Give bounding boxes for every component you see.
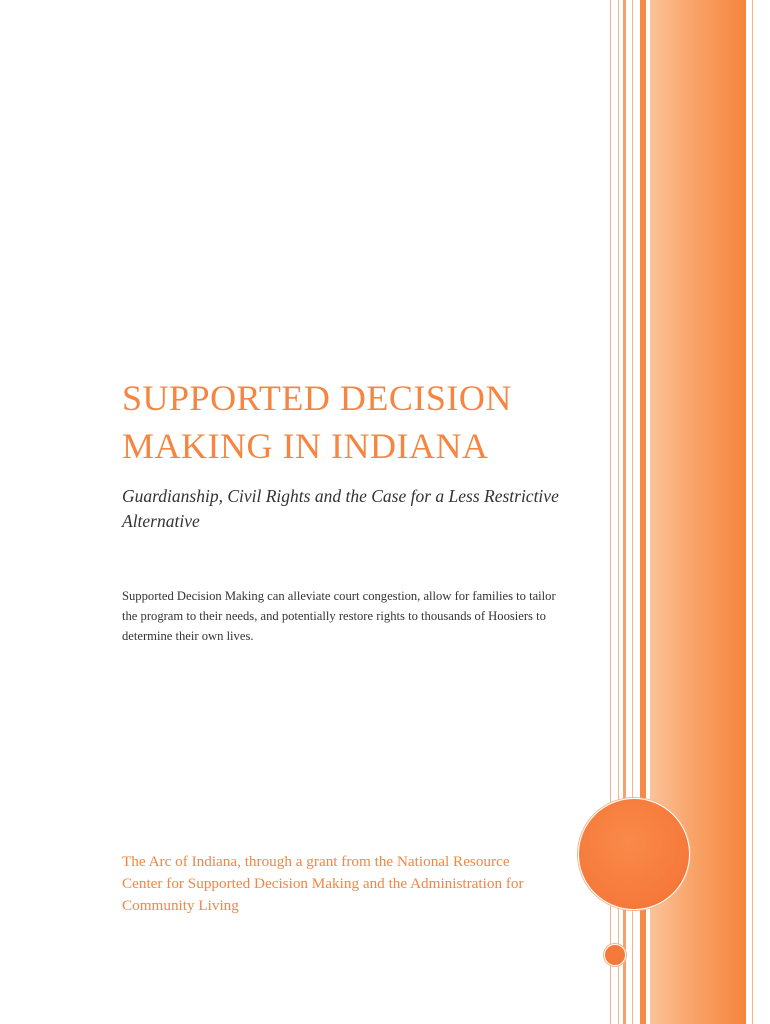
document-subtitle: Guardianship, Civil Rights and the Case for a Less Restrictive Alternative <box>122 486 559 531</box>
document-summary: Supported Decision Making can alleviate court congestion, allow for families to tailor the program to their needs, and potentially restore rights to thousands of Hoosiers to determine their own lives. <box>122 589 556 643</box>
document-title: SUPPORTED DECISION MAKING IN INDIANA <box>122 378 512 466</box>
decorative-stripe <box>752 0 753 1024</box>
page-edge-margin <box>746 0 770 1024</box>
decorative-large-circle <box>578 798 690 910</box>
decorative-small-circle <box>604 944 626 966</box>
document-credit: The Arc of Indiana, through a grant from the National Resource Center for Supported Decision Making and the Administration for Community Living <box>122 853 524 914</box>
